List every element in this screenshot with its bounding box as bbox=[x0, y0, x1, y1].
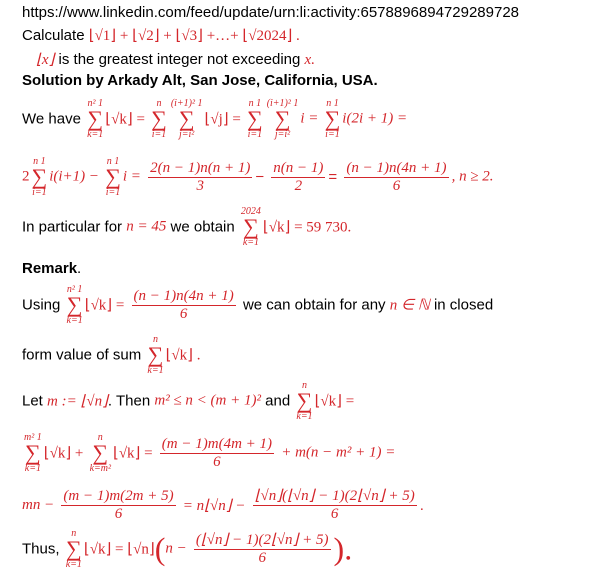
expansion-line bbox=[22, 156, 494, 198]
sum-body: i(2i + 1) = bbox=[342, 110, 408, 127]
sum-body: i = bbox=[122, 168, 141, 185]
fraction: $\frac{(⌊√n⌋ - 1)(2⌊√n⌋ + 5)}{6}$ bbox=[195, 531, 329, 566]
fraction: $\frac{(n - 1)n(4n + 1)}{6}$ bbox=[133, 287, 234, 322]
fraction: $\frac{(m - 1)m(2m + 5)}{6}$ bbox=[63, 488, 174, 522]
sum-symbol: n 1 ∑ i=1 bbox=[105, 156, 121, 198]
floor-note bbox=[36, 50, 315, 69]
solution-credit bbox=[22, 72, 378, 89]
form-text: form value of sum bbox=[22, 346, 142, 364]
let-and: and bbox=[265, 392, 291, 410]
credit-country: USA bbox=[341, 72, 374, 89]
sum-body: i(i+1) − bbox=[49, 168, 100, 185]
floor-note-var: x. bbox=[304, 52, 315, 68]
let-then: . Then bbox=[107, 392, 151, 410]
sum-body: ⌊√k⌋ = bbox=[105, 111, 145, 128]
source-url: https://www.linkedin.com/feed/update/urn:li:activity:6578896894729289728 bbox=[22, 4, 519, 21]
big-paren-open: ( bbox=[154, 530, 166, 567]
remark-label: Remark bbox=[22, 260, 78, 277]
sum-body: ⌊√j⌋ = bbox=[204, 111, 241, 128]
sum-body: ⌊√k⌋ = ⌊√n⌋ bbox=[83, 541, 155, 558]
using-text: in closed bbox=[433, 296, 494, 314]
form-value-line bbox=[22, 334, 201, 376]
operator: − bbox=[255, 168, 265, 186]
thus-line bbox=[22, 528, 352, 570]
credit-end: . bbox=[373, 72, 378, 89]
operator: = bbox=[328, 168, 338, 186]
sum-body: ⌊√k⌋ = bbox=[112, 445, 153, 462]
particular-text: we obtain bbox=[170, 218, 235, 236]
thus-inner: n − bbox=[165, 540, 187, 557]
calculate-label: Calculate bbox=[22, 27, 85, 44]
credit-sep: , bbox=[333, 72, 342, 89]
using-line bbox=[22, 284, 493, 326]
particular-line bbox=[22, 206, 351, 248]
condition: , n ≥ 2. bbox=[451, 168, 494, 185]
credit-city: San Jose bbox=[190, 72, 256, 89]
credit-prefix: Solution by bbox=[22, 72, 108, 89]
m-split-line bbox=[22, 432, 395, 474]
lead-coef: 2 bbox=[22, 168, 30, 185]
big-paren-close: ). bbox=[333, 530, 353, 567]
remark-heading bbox=[22, 260, 81, 277]
mn-end: . bbox=[419, 497, 424, 514]
using-text: we can obtain for any bbox=[242, 296, 386, 314]
sum-body: i = bbox=[300, 110, 319, 127]
floor-symbol: ⌊x⌋ bbox=[36, 52, 55, 68]
let-definition: m := ⌊√n⌋ bbox=[47, 393, 108, 410]
sum-body: ⌊√k⌋ = bbox=[314, 393, 355, 410]
problem-statement bbox=[22, 26, 300, 45]
particular-condition: n = 45 bbox=[126, 218, 167, 235]
sum-symbol: n ∑ k=1 bbox=[147, 334, 164, 376]
mn-mid: = n⌊√n⌋ − bbox=[182, 498, 246, 514]
credit-author: Arkady Alt bbox=[107, 72, 182, 89]
credit-state: California bbox=[264, 72, 334, 89]
sum-symbol: m² 1 ∑ k=1 bbox=[24, 432, 42, 474]
mn-lead: mn − bbox=[22, 497, 55, 513]
problem-expression: ⌊√1⌋ + ⌊√2⌋ + ⌊√3⌋ +…+ ⌊√2024⌋ . bbox=[88, 28, 300, 44]
sum-symbol: n 1 ∑ i=1 bbox=[247, 98, 263, 140]
m-tail: + m(n − m² + 1) = bbox=[281, 444, 396, 461]
sum-body: ⌊√k⌋ = bbox=[84, 297, 125, 314]
credit-sep: , bbox=[181, 72, 191, 89]
fraction: $\frac{⌊√n⌋(⌊√n⌋ - 1)(2⌊√n⌋ + 5)}{6}$ bbox=[254, 488, 415, 522]
fraction: $\frac{(n - 1)n(4n + 1)}{6}$ bbox=[346, 159, 447, 194]
sum-symbol: n ∑ i=1 bbox=[151, 98, 167, 140]
sum-symbol: (i+1)² 1 ∑ j=i² bbox=[266, 98, 299, 140]
let-line bbox=[22, 380, 354, 422]
remark-dot: . bbox=[77, 260, 82, 277]
credit-sep: , bbox=[255, 72, 265, 89]
sum-symbol: n ∑ k=m² bbox=[89, 432, 111, 474]
sum-symbol: (i+1)² 1 ∑ j=i² bbox=[170, 98, 203, 140]
sum-symbol: n 1 ∑ i=1 bbox=[324, 98, 341, 140]
sum-symbol: 2024 ∑ k=1 bbox=[240, 206, 261, 248]
fraction: $\frac{(m - 1)m(4m + 1)}{6}$ bbox=[161, 435, 273, 470]
sum-symbol: n ∑ k=1 bbox=[296, 380, 313, 422]
thus-label: Thus, bbox=[22, 540, 60, 558]
mn-line bbox=[22, 488, 424, 523]
fraction: $\frac{2(n - 1)n(n + 1)}{3}$ bbox=[150, 159, 251, 194]
sum-symbol: n ∑ k=1 bbox=[65, 528, 82, 570]
sum-body: ⌊√k⌋ + bbox=[43, 445, 84, 462]
sum-body: ⌊√k⌋ . bbox=[165, 347, 201, 364]
sum-symbol: n² 1 ∑ k=1 bbox=[87, 98, 104, 140]
sum-symbol: n² 1 ∑ k=1 bbox=[66, 284, 83, 326]
particular-result: ⌊√k⌋ = 59 730. bbox=[262, 219, 352, 236]
we-have-line bbox=[22, 98, 407, 140]
fraction: $\frac{n(n - 1)}{2}$ bbox=[273, 159, 324, 194]
using-condition: n ∈ ℕ bbox=[389, 297, 430, 314]
floor-note-text: is the greatest integer not exceeding bbox=[58, 51, 301, 68]
sum-symbol: n 1 ∑ i=1 bbox=[31, 156, 48, 198]
using-label: Using bbox=[22, 296, 61, 314]
let-inequality: m² ≤ n < (m + 1)² bbox=[154, 392, 261, 409]
particular-text: In particular for bbox=[22, 218, 123, 236]
let-label: Let bbox=[22, 392, 43, 410]
we-have-label: We have bbox=[22, 110, 81, 128]
